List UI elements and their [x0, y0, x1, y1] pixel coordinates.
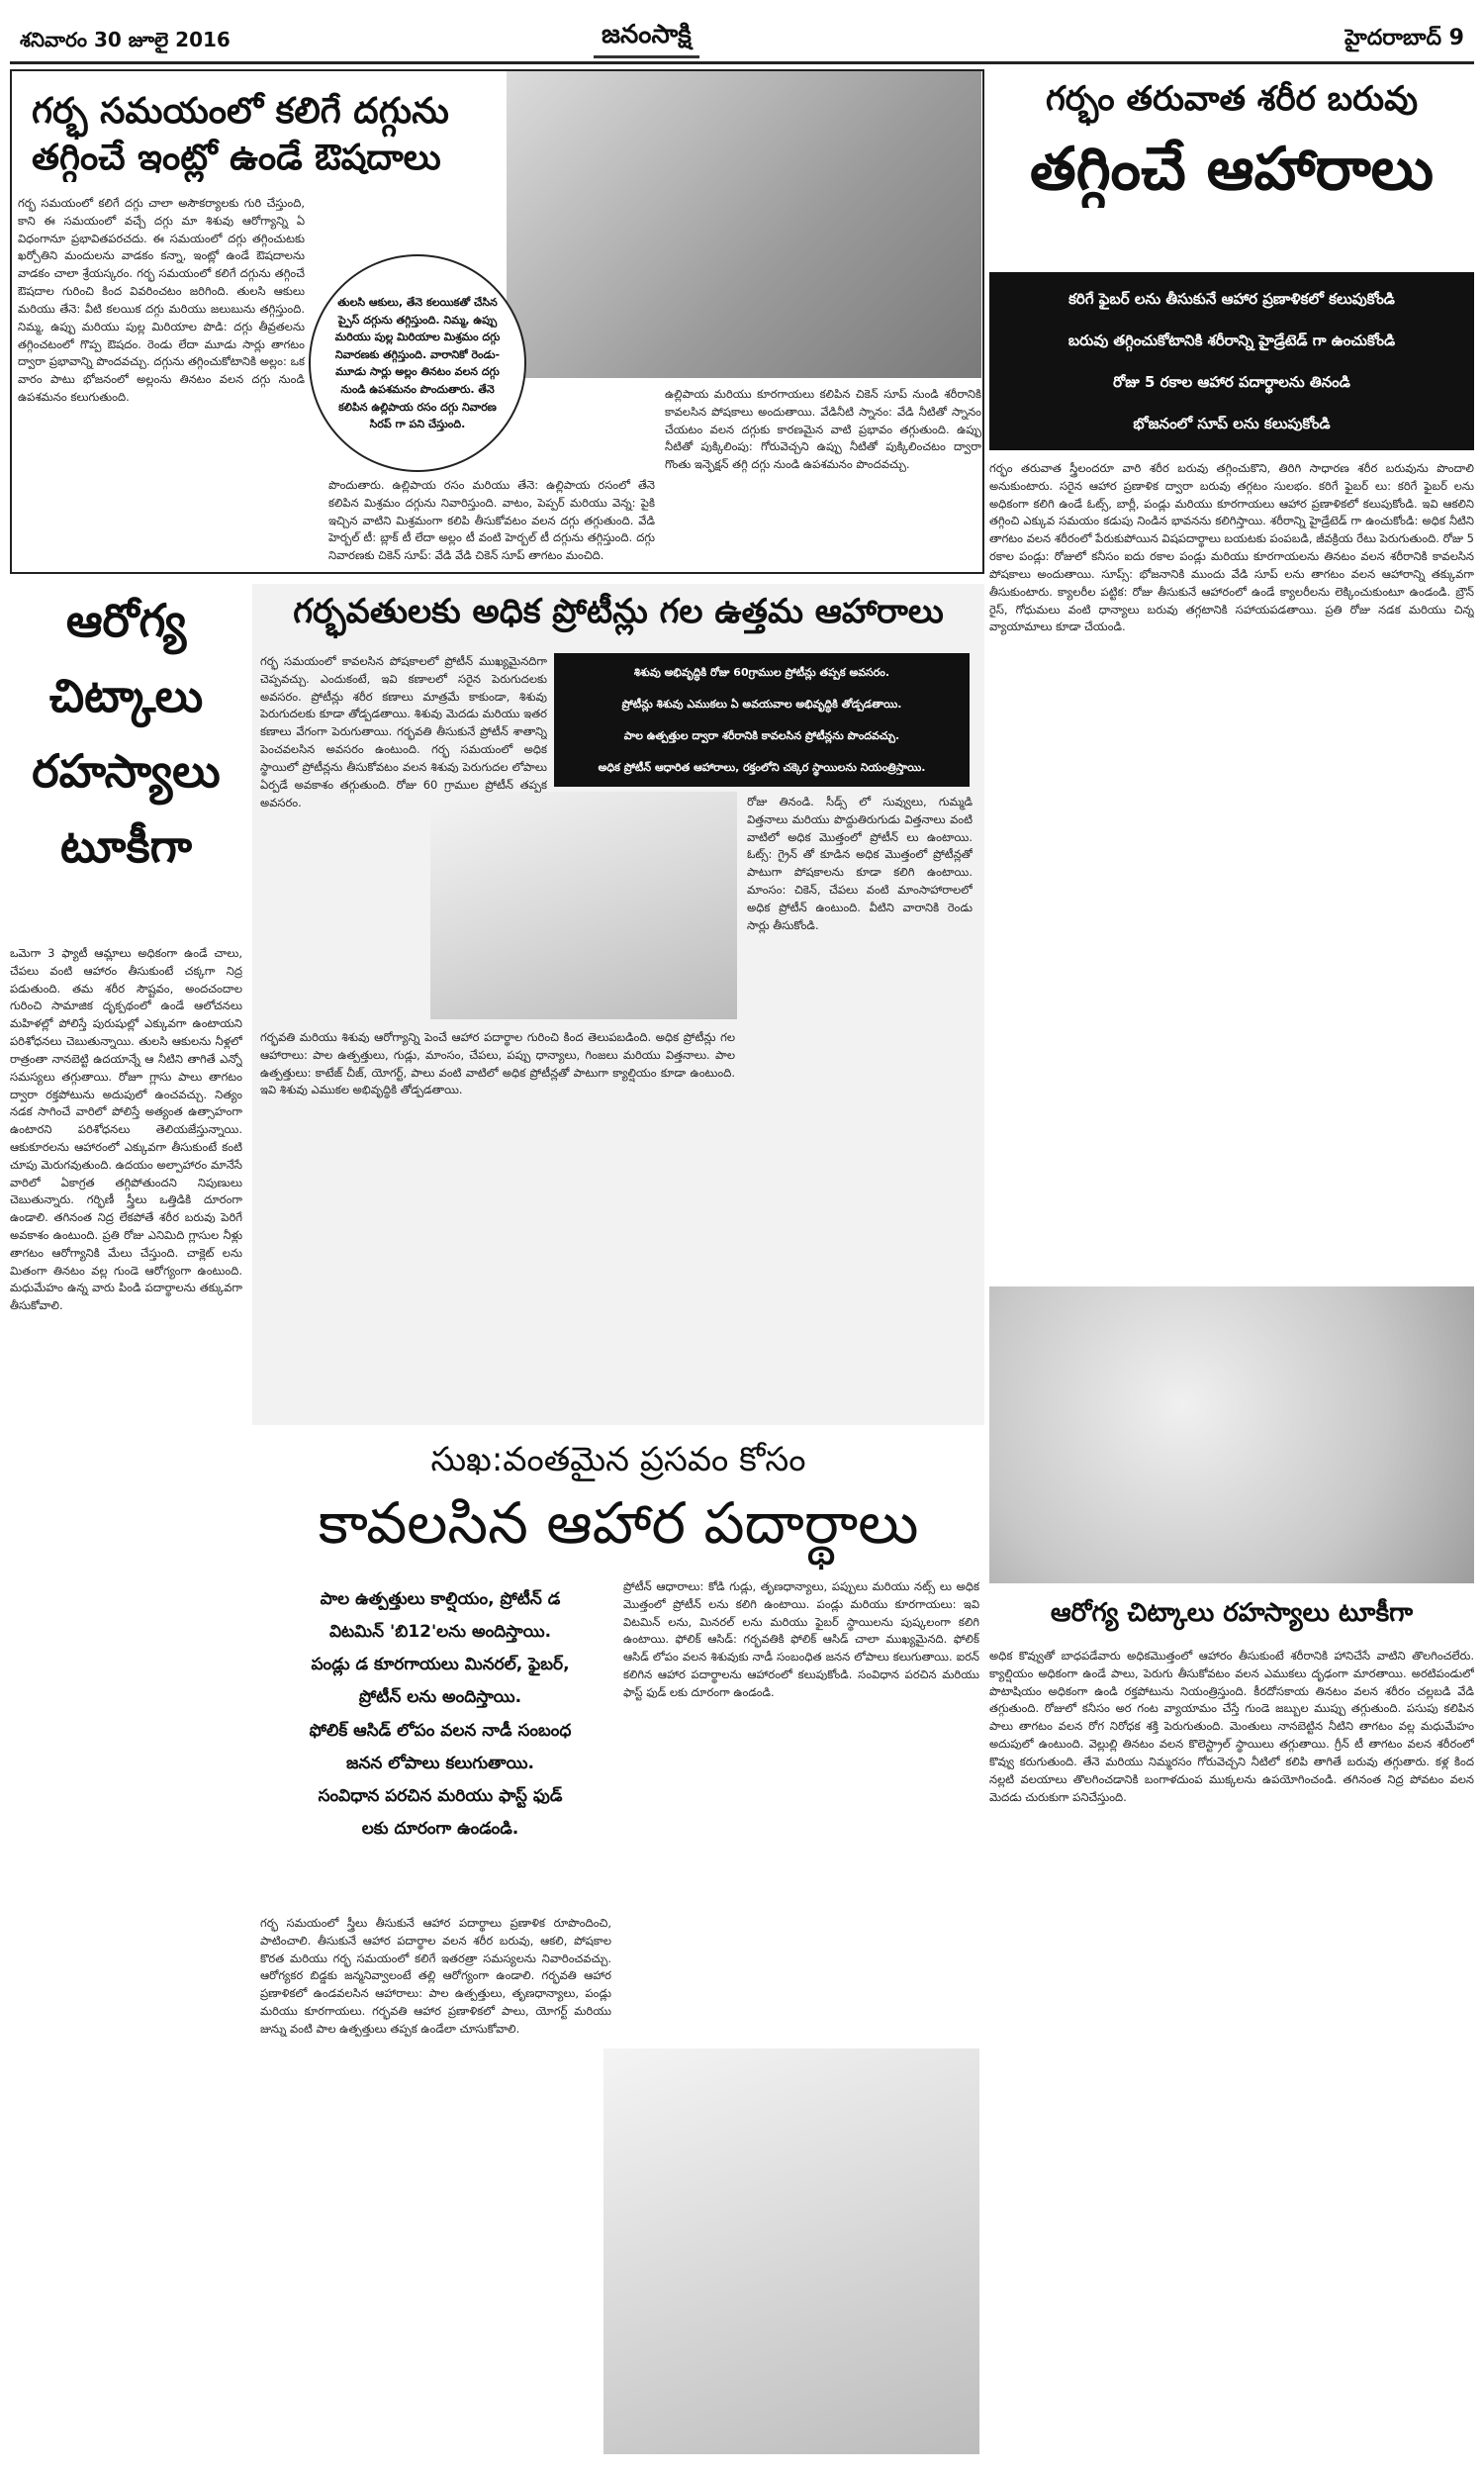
tip-item: పాల ఉత్పత్తుల ద్వారా శరీరానికి కావలసిన ప్రోటీన్లను పొందవచ్చు.: [623, 728, 900, 742]
tip-item: ప్రోటీన్ లను అందిస్తాయి.: [358, 1687, 522, 1708]
headline-line: టూకీగా: [60, 818, 192, 873]
article-body-column: పొందుతారు. ఉల్లిపాయ రసం మరియు తేనె: ఉల్లిపాయ రసంలో తేనె కలిపిన మిశ్రమం దగ్గును నివారిస్తుంది. వాటం, పెప్పర్ మరియు వెన్న: పైకి ఇచ్చిన వాటిని మిశ్రమంగా కలిపి తీసుకోవటం వలన దగ్గు తగ్గుతుంది. వేడి హెర్బల్ టీ: బ్లాక్ టీ లేదా అల్లం టీ వంటి హెర్బల్ టీ దగ్గును తగ్గిస్తుంది. దగ్గు నివారణకు చికెన్ సూప్: వేడి వేడి చికెన్ సూప్ తాగటం మంచిది.: [328, 478, 655, 563]
headline-line: తగ్గించే ఇంట్లో ఉండే ఔషదాలు: [32, 137, 441, 178]
article-protein-foods: [252, 584, 984, 1425]
tip-item: పండ్లు డ కూరగాయలు మినరల్, ఫైబర్,: [311, 1655, 570, 1675]
article-body-column: గర్భ సమయంలో స్త్రీలు తీసుకునే ఆహార పదార్థాలు ప్రణాళిక రూపొందించి, పాటించాలి. తీసుకునే ఆహార పదార్థాల వలన శరీర బరువు, ఆకలి, పోషకాల కొరత మరియు గర్భ సమయంలో కలిగే ఇతరత్రా సమస్యలను నివారించవచ్చు. ఆరోగ్యకర బిడ్డకు జన్మనివ్వాలంటే తల్లి ఆరోగ్యంగా ఉండాలి. గర్భవతి ఆహార ప్రణాళికలో ఉండవలసిన ఆహారాలు: పాల ఉత్పత్తులు, తృణధాన్యాలు, పండ్లు మరియు కూరగాయలు. గర్భవతి ఆహార ప్రణాళికలో పాలు, యోగర్ట్ మరియు జున్ను వంటి పాల ఉత్పత్తులు తప్పక ఉండేలా చూసుకోవాలి.: [260, 1916, 611, 2036]
article-body: గర్భం తరువాత స్త్రీలందరూ వారి శరీర బరువు తగ్గించుకొని, తిరిగి సాధారణ శరీర బరువును పొందాలి అనుకుంటారు. సరైన ఆహార ప్రణాళిక ద్వారా బరువు తగ్గటం సులభం. కరిగే ఫైబర్ లు: కరిగే ఫైబర్ లను అధికంగా కలిగి ఉండే ఓట్స్, బార్లీ, పండ్లు మరియు కూరగాయలు ఆహార ప్రణాళికలో కలుపుకోండి. ఇవి ఆకలిని తగ్గించి ఎక్కువ సమయం కడుపు నిండిన భావనను కలిగిస్తాయి. శరీరాన్ని హైడ్రేటెడ్ గా ఉంచుకోండి: అధిక నీటిని తాగటం వలన శరీరంలో పేరుకుపోయిన విషపదార్థాలు బయటకు పంపబడి, జీవక్రియ రేటు పెరుగుతుంది. రోజు 5 రకాల పండ్లు: రోజులో కనీసం ఐదు రకాల పండ్లు మరియు కూరగాయలను తినటం వలన శరీరానికి కావలసిన పోషకాలు అందుతాయి. సూప్స్: భోజనానికి ముందు వేడి సూప్ లను తాగటం వలన ఆహారాన్ని తక్కువగా తీసుకుంటారు. క్యాలరీల పట్టిక: రోజు తీసుకునే ఆహారంలో ఉండే క్యాలరీలను లెక్కించుకుంటూ ఉండండి. బ్రౌన్ రైస్, గోధుమలు వంటి ధాన్యాలు బరువు తగ్గటానికి సహాయపడతాయి. ప్రతి రోజు నడక మరియు చిన్న వ్యాయామాలు కూడా చేయండి.: [989, 461, 1474, 634]
article-subheadline: సుఖ:వంతమైన ప్రసవం కోసం: [430, 1440, 806, 1479]
tip-item: బరువు తగ్గించుకోటానికి శరీరాన్ని హైడ్రేటెడ్ గా ఉంచుకోండి: [1067, 332, 1396, 349]
tip-item: భోజనంలో సూప్ లను కలుపుకోండి: [1133, 415, 1331, 432]
tip-item: కరిగే ఫైబర్ లను తీసుకునే ఆహార ప్రణాళికలో కలుపుకోండి: [1068, 290, 1395, 308]
article-headline: [10, 584, 242, 885]
article-body-column: గర్భ సమయంలో కావలసిన పోషకాలలో ప్రోటీన్ ముఖ్యమైనదిగా చెప్పవచ్చు. ఎందుకంటే, ఇవి కణాలలో సరైన పెరుగుదలకు అవసరం. ప్రోటీన్లు శరీర కణాలు మాత్రమే కాకుండా, శిశువు పెరుగుదలకు కూడా తోడ్పడతాయి. శిశువు మెదడు మరియు ఇతర కణాలు వేగంగా పెరుగుతాయి. గర్భవతి తీసుకునే ప్రోటీన్ శాతాన్ని పెంచవలసిన అవసరం ఉంటుంది. గర్భ సమయంలో అధిక స్థాయిలో ప్రోటీన్లను తీసుకోవటం వలన శిశువు పెరుగుదల లోపాలు ఏర్పడే అవకాశం తగ్గుతుంది. రోజు 60 గ్రాముల ప్రోటీన్ తప్పక అవసరం.: [260, 654, 547, 809]
article-body: ఒమెగా 3 ఫ్యాటీ ఆమ్లాలు అధికంగా ఉండే చాలు, చేపలు వంటి ఆహారం తీసుకుంటే చక్కగా నిద్ర పడుతుంది. తమ శరీర సౌష్టవం, అందచందాల గురించి సామాజిక దృక్పథంలో ఉండే ఆలోచనలు మహిళల్లో పోలిస్తే పురుషుల్లో ఎక్కువగా ఉంటాయని పరిశోధనలు చెబుతున్నాయి. తులసి ఆకులను నీళ్లలో రాత్రంతా నానబెట్టి ఉదయాన్నే ఆ నీటిని తాగితే ఎన్నో సమస్యలు తగ్గుతాయి. రోజూ గ్లాసు పాలు తాగటం ద్వారా రక్తపోటును అదుపులో ఉంచవచ్చు. నిత్యం నడక సాగించే వారిలో పోలిస్తే అత్యంత ఉత్సాహంగా ఉంటారని పరిశోధనలు తెలియజేస్తున్నాయి. ఆకుకూరలను ఆహారంలో ఎక్కువగా తీసుకుంటే కంటి చూపు మెరుగవుతుంది. ఉదయం అల్పాహారం మానేసే వారిలో ఏకాగ్రత తగ్గిపోతుందని నిపుణులు చెబుతున్నారు. గర్భిణీ స్త్రీలు ఒత్తిడికి దూరంగా ఉండాలి. తగినంత నిద్ర లేకపోతే శరీర బరువు పెరిగే అవకాశం ఉంటుంది. ప్రతి రోజు ఎనిమిది గ్లాసుల నీళ్లు తాగటం ఆరోగ్యానికి మేలు చేస్తుంది. చాక్లెట్ లను మితంగా తినటం వల్ల గుండె ఆరోగ్యంగా ఉంటుంది. మధుమేహం ఉన్న వారు పిండి పదార్థాలను తక్కువగా తీసుకోవాలి.: [10, 946, 242, 1313]
page-location: హైదరాబాద్ 9: [1345, 26, 1464, 50]
headline-line: రహస్యాలు: [32, 743, 221, 798]
tip-item: అధిక ప్రోటీన్ ఆధారిత ఆహారాలు, రక్తంలోని చక్కెర స్థాయిలను నియంత్రిస్తాయి.: [598, 760, 926, 774]
article-cough-remedies: [10, 69, 984, 574]
masthead-logo: జనంసాక్షి: [594, 20, 699, 58]
article-subheadline: గర్భం తరువాత శరీర బరువు: [1045, 79, 1419, 119]
tip-item: విటమిన్ 'బి12'లను అందిస్తాయి.: [328, 1622, 552, 1643]
article-headline: [32, 89, 507, 182]
header-rule: [10, 61, 1474, 64]
tips-box: [272, 1583, 608, 1846]
article-body-column: ఉల్లిపాయ మరియు కూరగాయలు కలిపిన చికెన్ సూప్ నుండి శరీరానికి కావలసిన పోషకాలు అందుతాయి. వేడినీటి స్నానం: వేడి నీటితో స్నానం చేయటం వలన దగ్గుకు కారణమైన వాటి ప్రభావం తగ్గుతుంది. ఉప్పు నీటితో పుక్కిలింపు: గోరువెచ్చని ఉప్పు నీటితో పుక్కిలించటం ద్వారా గొంతు ఇన్ఫెక్షన్ తగ్గి దగ్గు నుండి ఉపశమనం పొందవచ్చు.: [665, 387, 981, 472]
article-body-column: రోజు తినండి. సీడ్స్ లో సువ్వులు, గుమ్మడి విత్తనాలు మరియు పొద్దుతిరుగుడు విత్తనాలు వంటి వాటిలో అధిక మొత్తంలో ప్రోటీన్ లు ఉంటాయి. ఓట్స్: గ్రైన్ తో కూడిన అధిక మొత్తంలో ప్రోటీన్లతో పాటుగా పోషకాలను కూడా కలిగి ఉంటాయి. మాంసం: చికెన్, చేపలు వంటి మాంసాహారాలలో అధిక ప్రోటీన్ ఉంటుంది. వీటిని వారానికి రెండు సార్లు తీసుకోండి.: [747, 795, 973, 932]
woman-coughing-photo: [507, 71, 981, 378]
article-headline: కావలసిన ఆహార పదార్థాలు: [318, 1489, 919, 1557]
tip-item: లకు దూరంగా ఉండండి.: [361, 1818, 519, 1839]
article-body-column: గర్భవతి మరియు శిశువు ఆరోగ్యాన్ని పెంచే ఆహార పదార్థాల గురించి కింద తెలుపబడింది. అధిక ప్రోటీన్లు గల ఆహారాలు: పాల ఉత్పత్తులు, గుడ్లు, మాంసం, చేపలు, పప్పు ధాన్యాలు, గింజలు మరియు విత్తనాలు. పాల ఉత్పత్తులు: కాటేజ్ చీజ్, యోగర్ట్, పాలు వంటి వాటిలో అధిక ప్రోటీన్లతో పాటుగా క్యాల్షియం కూడా ఉంటుంది. ఇవి శిశువు ఎముకల అభివృద్ధికి తోడ్పడతాయి.: [260, 1030, 735, 1097]
callout-circle: తులసి ఆకులు, తేనె కలయికతో చేసిన ప్పైస్ దగ్గును తగ్గిస్తుంది. నిమ్మ, ఉప్పు మరియు పుల్ల మిరియాల మిశ్రమం దగ్గు నివారణకు తగ్గిస్తుంది. వారానికో రెండు-మూడు సార్లు అల్లం తినటం వలన దగ్గు నుండి ఉపశమనం పొందుతారు. తేనె కలిపిన ఉల్లిపాయ రసం దగ్గు నివారణ సిరప్ గా పని చేస్తుంది.: [309, 254, 526, 472]
tip-item: జనన లోపాలు కలుగుతాయి.: [346, 1753, 534, 1773]
tips-box: [554, 653, 970, 787]
article-delivery-foods: [252, 1430, 984, 2464]
article-body: అధిక కొవ్వుతో బాధపడేవారు అధికమొత్తంలో ఆహారం తీసుకుంటే శరీరానికి హానిచేసే వాటిని తొలగించలేరు. క్యాల్షియం అధికంగా ఉండే పాలు, పెరుగు తీసుకోవటం వలన ఎముకలు దృఢంగా మారతాయి. అరటిపండులో పొటాషియం అధికంగా ఉండి రక్తపోటును నియంత్రిస్తుంది. కీరదోసకాయ తినటం వలన శరీరం చల్లబడి వేడి తగ్గుతుంది. రోజులో కనీసం అర గంట వ్యాయామం చేస్తే గుండె జబ్బుల ముప్పు తగ్గుతుంది. పసుపు కలిపిన పాలు తాగటం వలన రోగ నిరోధక శక్తి పెరుగుతుంది. మెంతులు నానబెట్టిన నీటిని తాగటం వల్ల మధుమేహం అదుపులో ఉంటుంది. వెల్లుల్లి తినటం వలన కొలెస్ట్రాల్ స్థాయిలు తగ్గుతాయి. గ్రీన్ టీ తాగటం వలన శరీరంలో కొవ్వు కరుగుతుంది. తేనె మరియు నిమ్మరసం గోరువెచ్చని నీటిలో కలిపి తాగితే బరువు తగ్గుతారు. కళ్ల కింద నల్లటి వలయాలు తొలగించడానికి బంగాళదుంప ముక్కలను ఉపయోగించండి. తగినంత నిద్ర పోవటం వలన మెదడు చురుకుగా పనిచేస్తుంది.: [989, 1649, 1474, 1804]
article-weight-loss: [989, 69, 1474, 1277]
headline-line: ఆరోగ్య: [65, 594, 187, 647]
article-headline: ఆరోగ్య చిట్కాలు రహస్యాలు టూకీగా: [1050, 1598, 1414, 1628]
article-headline: తగ్గించే ఆహారాలు: [1030, 135, 1434, 204]
article-health-tips-right: [989, 1286, 1474, 2464]
headline-line: గర్భ సమయంలో కలిగే దగ్గును: [32, 91, 449, 132]
tip-item: పాల ఉత్పత్తులు కాల్షియం, ప్రోటీన్ డ: [320, 1589, 561, 1609]
tip-item: రోజు 5 రకాల ఆహార పదార్థాలను తినండి: [1113, 373, 1350, 391]
tips-box: [989, 272, 1474, 450]
article-body-column: గర్భ సమయంలో కలిగే దగ్గు చాలా అసౌకర్యాలకు గురి చేస్తుంది, కాని ఈ సమయంలో వచ్చే దగ్గు మా శిశువు ఆరోగ్యాన్ని ఏ విధంగానూ ప్రభావితపరచదు. ఈ సమయంలో దగ్గు తగ్గించుటకు ఖర్చోతిని మందులను వాడకం కన్నా, ఇంట్లో ఉండే ఔషదాలను వాడకం చాలా శ్రేయస్కరం. గర్భ సమయంలో కలిగే దగ్గును తగ్గించే ఔషదాల గురించి కింద వివరించటం జరిగింది. తులసి ఆకులు మరియు తేనె: వీటి కలయిక దగ్గు మరియు జలుబును తగ్గిస్తుంది. నిమ్మ, ఉప్పు మరియు పుల్ల మిరియాల పొడి: దగ్గు తీవ్రతలను తగ్గించటంలో గొప్ప ఔషదం. రెండు లేదా మూడు సార్లు తాగటం ద్వారా ప్రభావాన్ని పొందవచ్చు. దగ్గును తగ్గించుకోటానికి అల్లం: ఒక వారం పాటు భోజనంలో అల్లంను తినటం వలన దగ్గు నుండి ఉపశమనం కలుగుతుంది.: [18, 196, 305, 404]
issue-date: శనివారం 30 జూలై 2016: [20, 28, 231, 51]
headline-line: చిట్కాలు: [48, 668, 204, 722]
mother-eating-photo: [603, 2048, 979, 2454]
article-health-tips-left: [10, 584, 242, 2464]
tip-item: ప్రోటీన్లు శిశువు ఎముకలు ఏ అవయవాల అభివృద్ధికి తోడ్పడతాయి.: [621, 697, 902, 711]
tip-item: ఫోలిక్ ఆసిడ్ లోపం వలన నాడీ సంబంధ: [309, 1720, 572, 1741]
tip-item: శిశువు అభివృద్ధికి రోజు 60గ్రాముల ప్రోటీన్లు తప్పక అవసరం.: [633, 666, 890, 679]
article-body-column: ప్రోటీన్ ఆధారాలు: కోడి గుడ్లు, తృణధాన్యాలు, పప్పులు మరియు నట్స్ లు అధిక మొత్తంలో ప్రోటీన్ లను కలిగి ఉంటాయి. పండ్లు మరియు కూరగాయలు: ఇవి విటమిన్ లను, మినరల్ లను మరియు ఫైబర్ స్థాయిలను పుష్కలంగా కలిగి ఉంటాయి. ఫోలిక్ ఆసిడ్: గర్భవతికి ఫోలిక్ ఆసిడ్ చాలా ముఖ్యమైనది. ఫోలిక్ ఆసిడ్ లోపం వలన శిశువుకు నాడీ సంబంధిత జనన లోపాలు కలుగుతాయి. ఐరన్ కలిగిన ఆహార పదార్థాలను ఆహారంలో కలుపుకోండి. సంవిధాన పరచిన మరియు ఫాస్ట్ ఫుడ్ లకు దూరంగా ఉండండి.: [623, 1579, 979, 1699]
tip-item: సంవిధాన పరచిన మరియు ఫాస్ట్ ఫుడ్: [318, 1785, 563, 1806]
bread-and-eggs-photo: [989, 1286, 1474, 1583]
article-headline: గర్భవతులకు అధిక ప్రోటీన్లు గల ఉత్తమ ఆహారాలు: [293, 592, 944, 631]
